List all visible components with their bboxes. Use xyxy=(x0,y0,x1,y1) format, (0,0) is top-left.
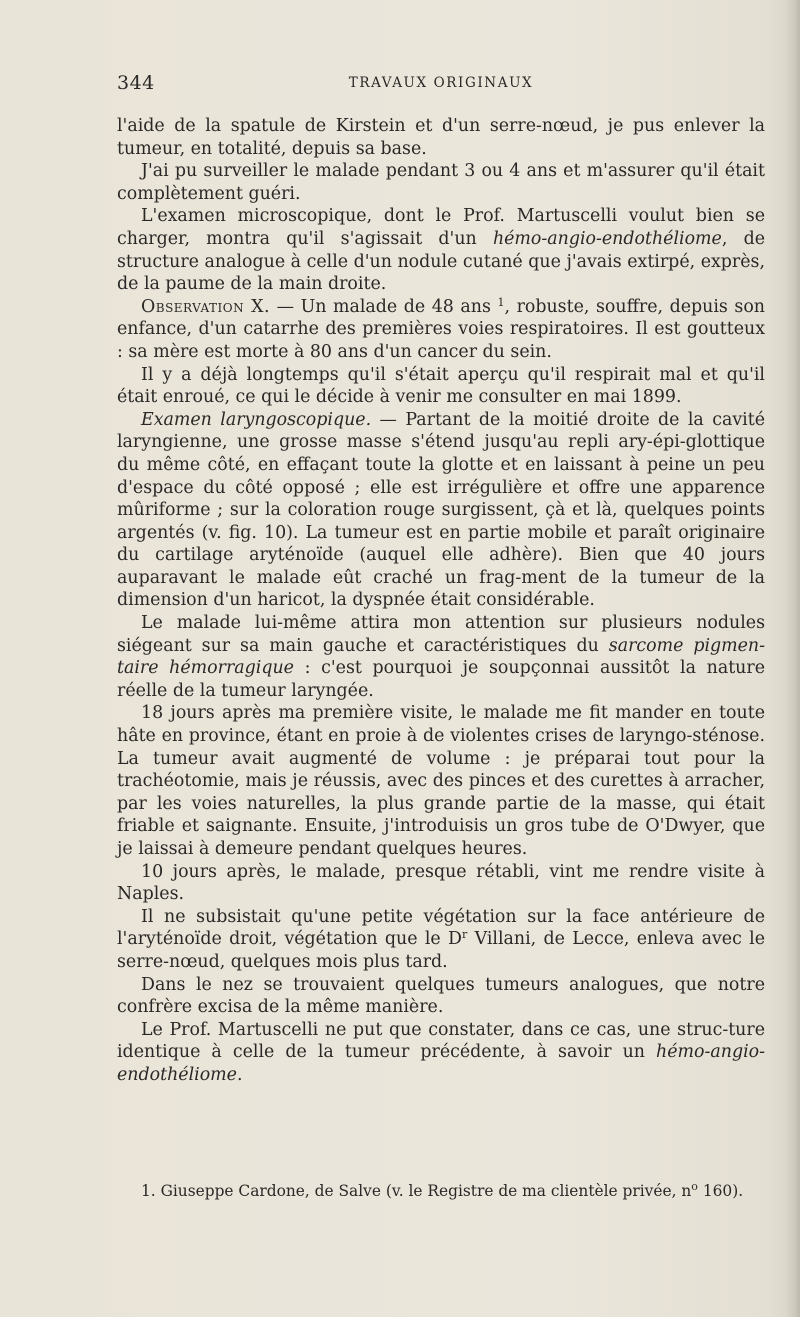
paragraph: 10 jours après, le malade, presque rétabli, vint me rendre visite à Naples. xyxy=(117,861,765,905)
page-number: 344 xyxy=(117,72,155,94)
paragraph: Examen laryngoscopique. — Partant de la moitié droite de la cavité laryngienne, une grosse masse s'étend jusqu'au repli ary-épi-glottique du même côté, en effaçant toute la glotte et en laissant à peine un peu d'espace du côté opposé ; elle est irrégulière et offre une apparence mûriforme ; sur la coloration rouge surgissent, çà et là, quelques points argentés (v. fig. 10). La tumeur est en partie mobile et paraît originaire du cartilage aryténoïde (auquel elle adhère). Bien que 40 jours auparavant le malade eût craché un frag-ment de la tumeur de la dimension d'un haricot, la dyspnée était considérable. xyxy=(117,409,765,611)
paragraph: Le malade lui-même attira mon attention sur plusieurs nodules siégeant sur sa main gauche et caractéristiques du sarcome pigmen-taire hémorragique : c'est pourquoi je soupçonnai aussitôt la nature réelle de la tumeur laryngée. xyxy=(117,613,766,701)
running-header xyxy=(117,72,765,96)
paragraph: L'examen microscopique, dont le Prof. Martuscelli voulut bien se charger, montra qu'il s'agissait d'un hémo-angio-endothéliome, de structure analogue à celle d'un nodule cutané que j'avais extirpé, exprès, de la paume de la main droite. xyxy=(117,206,765,295)
paragraph: 18 jours après ma première visite, le malade me fit mander en toute hâte en province, étant en proie à de violentes crises de laryngo-sténose. La tumeur avait augmenté de volume : je préparai tout pour la trachéotomie, mais je réussis, avec des pinces et des curettes à arracher, par les voies naturelles, la plus grande partie de la masse, qui était friable et saignante. Ensuite, j'introduisis un gros tube de O'Dwyer, que je laissai à demeure pendant quelques heures. xyxy=(117,703,765,859)
paragraph: Il ne subsistait qu'une petite végétation sur la face antérieure de l'aryténoïde droit, végétation que le $D^r$ Villani, de Lecce, enleva avec le serre-nœud, quelques mois plus tard. xyxy=(117,906,765,972)
paragraph: Dans le nez se trouvaient quelques tumeurs analogues, que notre confrère excisa de la même manière. xyxy=(117,974,765,1018)
paragraph: Observation X. — Un malade de 48 ans $^1$, robuste, souffre, depuis son enfance, d'un catarrhe des premières voies respiratoires. Il est goutteux : sa mère est morte à 80 ans d'un cancer du sein. xyxy=(117,295,766,362)
paragraph: J'ai pu surveiller le malade pendant 3 ou 4 ans et m'assurer qu'il était complètement guéri. xyxy=(117,161,765,204)
footnote: 1. Giuseppe Cardone, de Salve (v. le Registre de ma clientèle privée, $n^o$ 160). xyxy=(141,1180,744,1200)
main-text xyxy=(117,115,765,1087)
emphasis: hémo-angio-endothéliome xyxy=(117,1042,765,1085)
paragraph: l'aide de la spatule de Kirstein et d'un serre-nœud, je pus enlever la tumeur, en totalité, depuis sa base. xyxy=(117,116,765,159)
footnote-marker: 1. xyxy=(141,1182,156,1200)
emphasis: sarcome pigmen-taire hémorragique xyxy=(117,635,766,679)
superscript: r xyxy=(461,928,468,942)
page-edge-shadow xyxy=(786,0,800,1317)
paragraph: Il y a déjà longtemps qu'il s'était aperçu qu'il respirait mal et qu'il était enroué, ce qui le décide à venir me consulter en mai 1899. xyxy=(117,364,765,408)
observation-label: Observation X. xyxy=(141,296,271,317)
section-heading-inline: Examen laryngoscopique. xyxy=(141,409,372,430)
paragraph: Le Prof. Martuscelli ne put que constater, dans ce cas, une struc-ture identique à celle de la tumeur précédente, à savoir un hémo-angio-endothéliome. xyxy=(117,1019,765,1085)
emphasis: hémo-angio-endothéliome xyxy=(492,228,722,249)
running-title: TRAVAUX ORIGINAUX xyxy=(348,75,534,91)
superscript: o xyxy=(691,1180,698,1193)
footnote-reference: 1 xyxy=(497,295,505,309)
